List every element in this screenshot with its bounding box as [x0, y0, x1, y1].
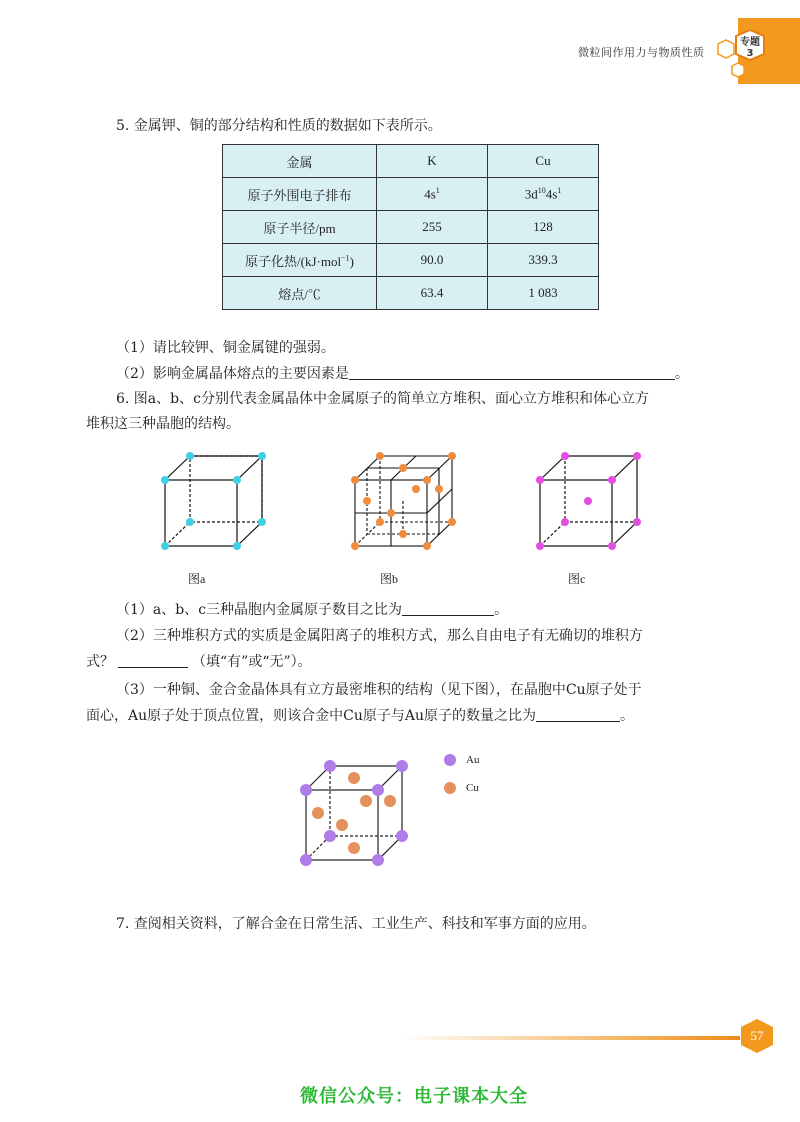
table-cell: 原子外围电子排布 [223, 178, 377, 211]
superscript: 10 [537, 185, 546, 195]
table-cell: 339.3 [488, 244, 599, 277]
cu-legend-icon [444, 782, 456, 794]
electron-config-k: 4s [424, 186, 436, 202]
au-legend-icon [444, 754, 456, 766]
figure-a-simple-cubic [155, 450, 270, 555]
q6-line1: 6. 图a、b、c分别代表金属晶体中金属原子的简单立方堆积、面心立方堆积和体心立方 [116, 391, 649, 407]
chapter-badge-icon [706, 30, 766, 86]
figure-b-caption: 图b [380, 572, 399, 586]
table-cell: 1 083 [488, 277, 599, 310]
table-row [223, 178, 599, 211]
punctuation: 。 [494, 602, 509, 618]
table-cell: 128 [488, 211, 599, 244]
question-text: （1）a、b、c三种晶胞内金属原子数目之比为 [116, 602, 403, 618]
punctuation: 。 [674, 366, 689, 382]
legend-markers [442, 752, 458, 800]
table-cell: 金属 [223, 145, 377, 178]
figure-c-caption: 图c [568, 572, 586, 586]
table-cell [377, 178, 488, 211]
punctuation: 。 [619, 708, 634, 724]
footer-line [400, 1036, 740, 1040]
table-cell: 90.0 [377, 244, 488, 277]
table-cell: 原子半径/pm [223, 211, 377, 244]
q7-text: 7. 查阅相关资料，了解合金在日常生活、工业生产、科技和军事方面的应用。 [116, 916, 596, 932]
table-cell [223, 244, 377, 277]
q6-sub3-line1: （3）一种铜、金合金晶体具有立方最密堆积的结构（见下图），在晶胞中Cu原子处于 [116, 682, 642, 698]
figure-b-face-centered-cubic [345, 450, 460, 555]
superscript: 1 [435, 185, 440, 195]
question-text: 面心，Au原子处于顶点位置，则该合金中Cu原子与Au原子的数量之比为 [86, 708, 536, 724]
page-number: 57 [750, 1028, 764, 1043]
table-cell: 熔点/℃ [223, 277, 377, 310]
table-row [223, 211, 599, 244]
metal-properties-table [222, 144, 599, 310]
answer-blank[interactable] [402, 601, 494, 616]
electron-config-cu: 3d [524, 186, 538, 202]
q6-sub1 [116, 600, 508, 620]
badge-number: 3 [746, 48, 754, 59]
superscript: 1 [557, 185, 562, 195]
question-text: 式？ [86, 654, 114, 670]
question-text: （填“有”或“无”）。 [192, 654, 312, 670]
table-cell: 255 [377, 211, 488, 244]
superscript: −1 [341, 253, 350, 263]
legend-cu-label: Cu [466, 782, 479, 794]
q5-sub1: （1）请比较钾、铜金属键的强弱。 [116, 340, 335, 356]
answer-blank[interactable] [536, 707, 620, 722]
electron-config-cu: 4s [545, 186, 558, 202]
q6-sub2-line1: （2）三种堆积方式的实质是金属阳离子的堆积方式，那么自由电子有无确切的堆积方 [116, 628, 643, 644]
cu-au-alloy-cell-figure [292, 752, 417, 870]
watermark: 微信公众号：电子课本大全 [300, 1086, 528, 1107]
answer-blank[interactable] [118, 653, 188, 668]
table-cell: K [377, 145, 488, 178]
figure-c-body-centered-cubic [530, 450, 645, 555]
legend-au-label: Au [466, 754, 480, 766]
q5-sub2 [116, 364, 689, 384]
question-text: （2）影响金属晶体熔点的主要因素是 [116, 366, 349, 382]
answer-blank[interactable] [349, 365, 675, 380]
row-label: ) [349, 253, 354, 269]
figure-a-caption: 图a [188, 572, 206, 586]
table-row [223, 244, 599, 277]
badge-label: 专题 [740, 37, 760, 48]
q6-sub3-line2 [86, 706, 634, 726]
table-row [223, 145, 599, 178]
chapter-title: 微粒间作用力与物质性质 [578, 46, 705, 59]
table-row [223, 277, 599, 310]
table-cell: 63.4 [377, 277, 488, 310]
table-cell [488, 178, 599, 211]
table-cell: Cu [488, 145, 599, 178]
q6-sub2-line2 [86, 652, 312, 672]
q6-line2: 堆积这三种晶胞的结构。 [86, 416, 240, 432]
row-label: 原子化热/(kJ·mol [245, 253, 342, 269]
q5-text: 5. 金属钾、铜的部分结构和性质的数据如下表所示。 [116, 118, 442, 134]
